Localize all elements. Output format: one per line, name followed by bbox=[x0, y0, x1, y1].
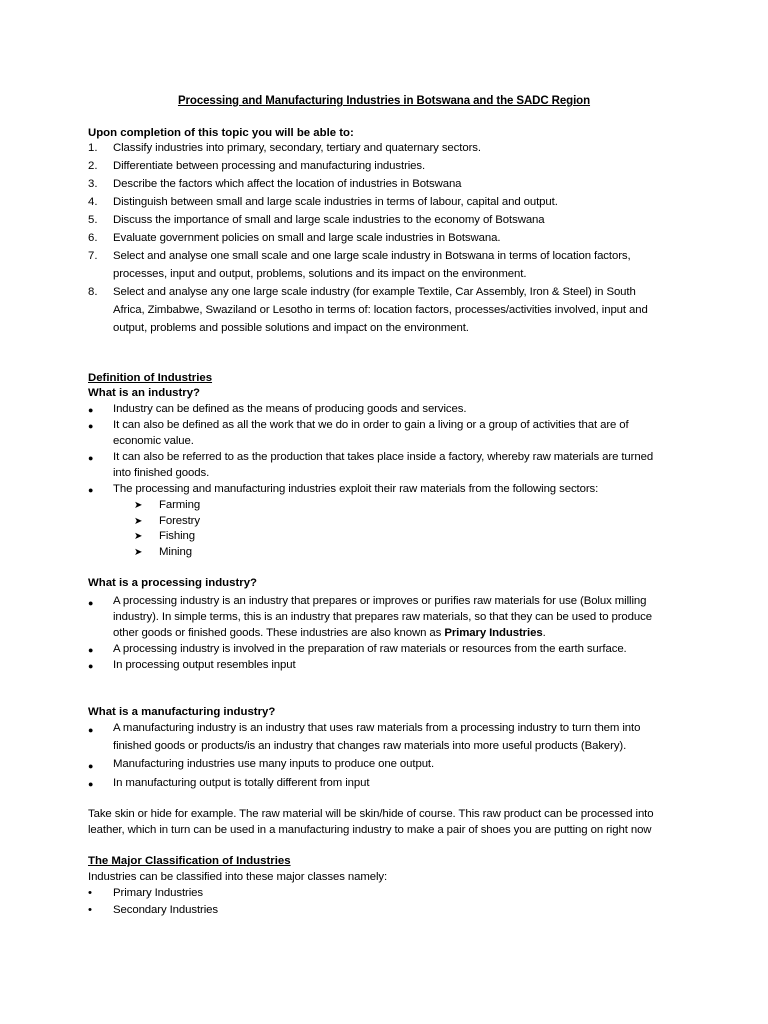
processing-bullet-text: industry). In simple terms, this is an industry that prepares raw materials, so that they can be used to produce bbox=[113, 611, 652, 623]
page-title: Processing and Manufacturing Industries in Botswana and the SADC Region bbox=[177, 95, 591, 107]
objective-number: 4. bbox=[88, 196, 98, 208]
objective-text: Select and analyse any one large scale industry (for example Textile, Car Assembly, Iron & Steel) in South bbox=[113, 286, 636, 298]
definition-bullet-text: The processing and manufacturing industries exploit their raw materials from the following sectors: bbox=[113, 483, 599, 495]
bullet-icon: ● bbox=[88, 645, 94, 655]
example-paragraph-line: leather, which in turn can be used in a manufacturing industry to make a pair of shoes you are putting on right now bbox=[88, 824, 652, 836]
objective-number: 8. bbox=[88, 286, 98, 298]
objective-number: 2. bbox=[88, 160, 98, 172]
processing-heading: What is a processing industry? bbox=[88, 577, 257, 589]
sector-item: Forestry bbox=[159, 515, 200, 527]
sector-item: Fishing bbox=[159, 530, 196, 542]
bullet-icon: ● bbox=[88, 421, 94, 431]
objective-number: 5. bbox=[88, 214, 98, 226]
definition-bullet-text: into finished goods. bbox=[113, 467, 210, 479]
classification-heading: The Major Classification of Industries bbox=[88, 855, 291, 867]
objective-number: 1. bbox=[88, 142, 98, 154]
objectives-heading: Upon completion of this topic you will be able to: bbox=[88, 127, 354, 139]
processing-bullet-text: other goods or finished goods. These industries are also known as Primary Industries. bbox=[113, 627, 546, 639]
definition-bullet-text: It can also be defined as all the work that we do in order to gain a living or a group of activities that are of bbox=[113, 419, 629, 431]
objective-text: output, problems and possible solutions and impact on the environment. bbox=[113, 322, 469, 334]
processing-bullet-text: A processing industry is involved in the preparation of raw materials or resources from the earth surface. bbox=[113, 643, 627, 655]
arrow-bullet-icon: ➤ bbox=[134, 547, 143, 558]
bullet-icon: ● bbox=[88, 779, 94, 789]
arrow-bullet-icon: ➤ bbox=[134, 531, 143, 542]
processing-bullet-text: A processing industry is an industry that prepares or improves or purifies raw materials for use (Bolux milling bbox=[113, 595, 647, 607]
sector-item: Farming bbox=[159, 499, 201, 511]
bullet-icon: ● bbox=[88, 405, 94, 415]
sector-item: Mining bbox=[159, 546, 192, 558]
manufacturing-bullet-text: finished goods or products/is an industry that changes raw materials into more useful products (Bakery). bbox=[113, 740, 627, 752]
objective-text: Evaluate government policies on small and large scale industries in Botswana. bbox=[113, 232, 501, 244]
definition-bullet-text: economic value. bbox=[113, 435, 194, 447]
what-is-industry-heading: What is an industry? bbox=[88, 387, 201, 399]
objective-text: Distinguish between small and large scale industries in terms of labour, capital and output. bbox=[113, 196, 558, 208]
objective-text: Classify industries into primary, secondary, tertiary and quaternary sectors. bbox=[113, 142, 481, 154]
objective-text: Describe the factors which affect the location of industries in Botswana bbox=[113, 178, 462, 190]
arrow-bullet-icon: ➤ bbox=[134, 500, 143, 511]
objective-number: 6. bbox=[88, 232, 98, 244]
definition-bullet-text: Industry can be defined as the means of producing goods and services. bbox=[113, 403, 467, 415]
bullet-icon: • bbox=[88, 904, 92, 916]
manufacturing-bullet-text: Manufacturing industries use many inputs to produce one output. bbox=[113, 758, 435, 770]
classification-item: Primary Industries bbox=[113, 887, 203, 899]
manufacturing-heading: What is a manufacturing industry? bbox=[88, 706, 276, 718]
manufacturing-bullet-text: In manufacturing output is totally different from input bbox=[113, 777, 370, 789]
objective-text: Differentiate between processing and manufacturing industries. bbox=[113, 160, 426, 172]
example-paragraph-line: Take skin or hide for example. The raw material will be skin/hide of course. This raw product can be processed into bbox=[88, 808, 654, 820]
bullet-icon: ● bbox=[88, 598, 94, 608]
objective-text: Discuss the importance of small and large scale industries to the economy of Botswana bbox=[113, 214, 545, 226]
definition-bullet-text: It can also be referred to as the production that takes place inside a factory, whereby raw materials are turned bbox=[113, 451, 654, 463]
objective-text: Africa, Zimbabwe, Swaziland or Lesotho in terms of: location factors, processes/activities involved, input and bbox=[113, 304, 648, 316]
objective-text: Select and analyse one small scale and one large scale industry in Botswana in terms of location factors, bbox=[113, 250, 631, 262]
objective-number: 3. bbox=[88, 178, 98, 190]
bullet-icon: ● bbox=[88, 661, 94, 671]
manufacturing-bullet-text: A manufacturing industry is an industry that uses raw materials from a processing industry to turn them into bbox=[113, 722, 641, 734]
classification-intro: Industries can be classified into these major classes namely: bbox=[88, 871, 388, 883]
bullet-icon: ● bbox=[88, 453, 94, 463]
classification-item: Secondary Industries bbox=[113, 904, 219, 916]
objective-number: 7. bbox=[88, 250, 98, 262]
bullet-icon: ● bbox=[88, 485, 94, 495]
definition-heading: Definition of Industries bbox=[88, 372, 213, 384]
bullet-icon: ● bbox=[88, 725, 94, 735]
bullet-icon: • bbox=[88, 887, 92, 899]
primary-industries-term: Primary Industries bbox=[444, 627, 543, 639]
objective-text: processes, input and output, problems, solutions and its impact on the environment. bbox=[113, 268, 527, 280]
arrow-bullet-icon: ➤ bbox=[134, 516, 143, 527]
bullet-icon: ● bbox=[88, 761, 94, 771]
processing-bullet-text: In processing output resembles input bbox=[113, 659, 296, 671]
